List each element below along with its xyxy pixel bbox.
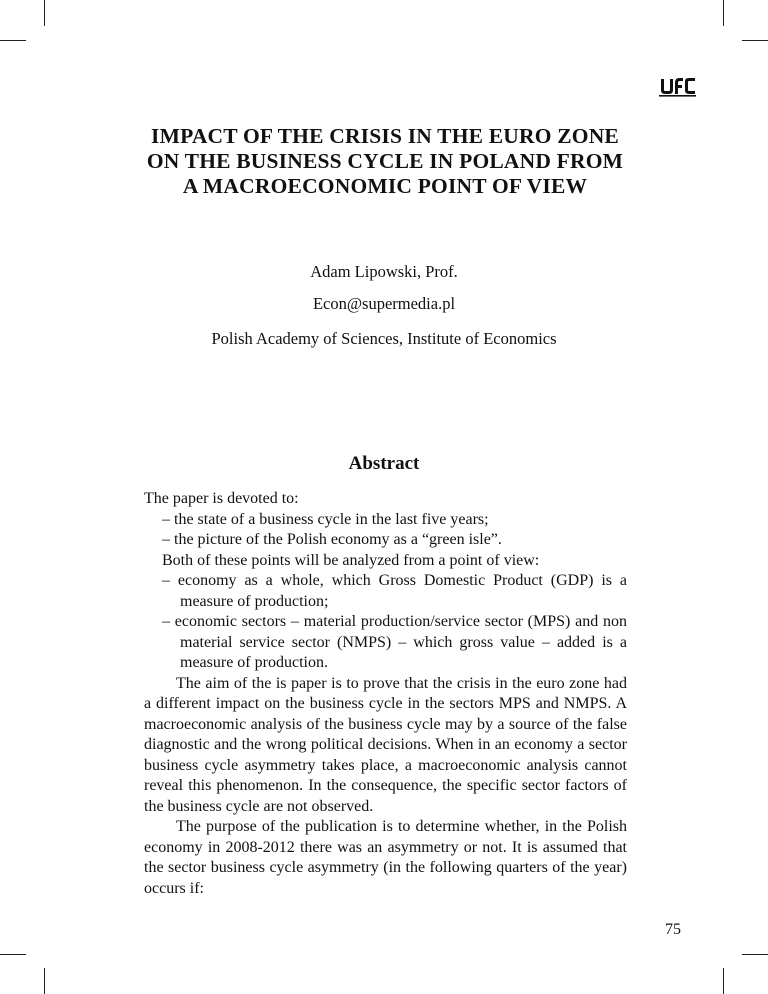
crop-mark-right-top <box>742 40 768 41</box>
abstract-both-points: Both of these points will be analyzed from a point of view: <box>162 551 540 569</box>
paper-title: IMPACT OF THE CRISIS IN THE EURO ZONE ON THE BUSINESS CYCLE IN POLAND FROM A MACROECONOMIC POINT OF VIEW <box>146 124 624 198</box>
list-item: – the picture of the Polish economy as a “green isle”. <box>162 531 502 548</box>
crop-mark-right-bottom <box>742 954 768 955</box>
list-item: – economy as a whole, which Gross Domestic Product (GDP) is a measure of production; <box>162 572 627 610</box>
abstract-heading: Abstract <box>348 453 420 474</box>
abstract-paragraph-aim: The aim of the is paper is to prove that the crisis in the euro zone had a different impact on the business cycle in the sectors MPS and NMPS. A macroeconomic analysis of the business cycle may by a source of the false diagnostic and the wrong political decisions. When in an economy a sector business cycle asymmetry takes place, a macroeconomic analysis cannot reveal this phenomenon. In the consequence, the specific sector factors of the business cycle are not observed. <box>144 674 627 815</box>
author-affiliation: Polish Academy of Sciences, Institute of Economics <box>211 329 557 348</box>
list-item: – economic sectors – material production/service sector (MPS) and non material service sector (NMPS) – which gross value – added is a measure of production. <box>162 613 627 671</box>
page-number: 75 <box>665 921 681 938</box>
abstract-paragraph-purpose: The purpose of the publication is to determine whether, in the Polish economy in 2008-2012 there was an asymmetry or not. It is assumed that the sector business cycle asymmetry (in the following quarters of the year) occurs if: <box>144 818 627 897</box>
author-name: Adam Lipowski, Prof. <box>310 262 458 281</box>
list-item: – the state of a business cycle in the last five years; <box>162 510 489 528</box>
crop-mark-bottom-right <box>723 968 724 994</box>
crop-mark-top-right <box>723 0 724 26</box>
crop-mark-left-bottom <box>0 954 26 955</box>
author-email[interactable]: Econ@supermedia.pl <box>312 294 456 313</box>
abstract-intro: The paper is devoted to: <box>144 490 299 507</box>
crop-mark-top-left <box>44 0 45 26</box>
crop-mark-bottom-left <box>44 968 45 994</box>
abstract-body <box>144 489 627 899</box>
crop-mark-left-top <box>0 40 26 41</box>
publisher-logo-icon <box>659 73 697 97</box>
